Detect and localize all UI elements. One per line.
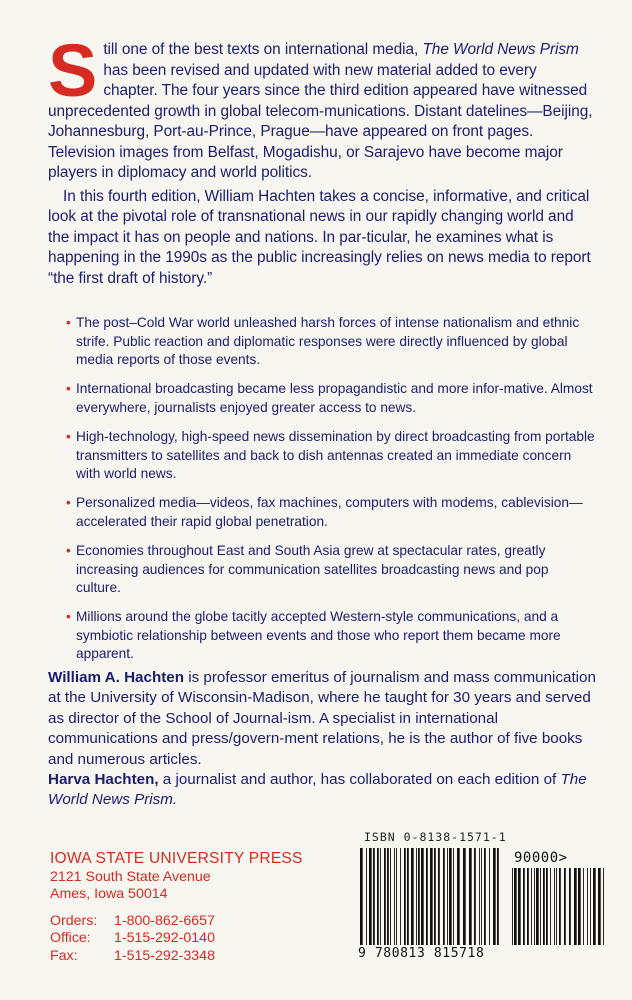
- barcode-bar: [360, 848, 363, 945]
- barcode-bar: [369, 848, 372, 945]
- bullet-item: • Personalized media—videos, fax machines, computers with modems, cablevision— accelerated their rapid global penetration.: [66, 494, 596, 531]
- barcode-bar: [411, 848, 414, 945]
- barcode-bar: [457, 848, 460, 945]
- barcode-bar: [593, 868, 596, 945]
- price-addon-barcode: [510, 868, 606, 945]
- bullet-item: • International broadcasting became less propagandistic and more infor-mative. Almost everywhere, journalists enjoyed greater access to news.: [66, 380, 596, 417]
- barcode-bar: [603, 868, 604, 945]
- intro-paragraph-2: In this fourth edition, William Hachten takes a concise, informative, and critical look at the pivotal role of transnational news in our rapidly changing world and the impact it has on people and nations. In par-ticular, he examines what is happening in the 1990s as the public increasingly relies on news media to report “the first draft of history.”: [48, 187, 591, 287]
- coauthor-name: Harva Hachten,: [48, 771, 159, 789]
- barcode-bar: [407, 848, 409, 945]
- barcode-bar: [590, 868, 591, 945]
- barcode-bar: [430, 848, 433, 945]
- barcode-bar: [540, 868, 541, 945]
- barcode-bar: [559, 868, 561, 945]
- barcode-bar: [366, 848, 367, 945]
- barcode-bar: [489, 848, 490, 945]
- barcode-bar: [384, 848, 386, 945]
- bullet-item: • Economies throughout East and South Asia grew at spectacular rates, greatly increasing audiences for communication satellites broadcasting news and pop culture.: [66, 542, 596, 598]
- barcode-bar: [453, 848, 454, 945]
- book-title: The World News Prism: [422, 41, 579, 58]
- barcode-bar: [469, 848, 472, 945]
- price-addon-text: 90000>: [514, 850, 568, 866]
- barcode-bar: [534, 868, 535, 945]
- barcode-bar: [497, 848, 499, 945]
- book-title-ref: The World News Prism.: [48, 771, 587, 809]
- barcode-bar: [512, 868, 513, 945]
- barcode-bar: [578, 868, 581, 945]
- author-bio: William A. Hachten is professor emeritus of journalism and mass communication at the University of Wisconsin-Madison, where he taught for 30 years and served as director of the School of Journal-ism. A specialist in international communications and press/govern-ment relations, he is the author of five books and numerous articles. Harva Hachten, a journalist and author, has collaborated on each edition of The World News Prism.: [48, 669, 596, 809]
- drop-cap: S: [48, 29, 98, 112]
- publisher-street: 2121 South State Avenue: [50, 868, 211, 885]
- barcode-bar: [418, 848, 420, 945]
- contact-office: Office: 1-515-292-0140: [50, 930, 215, 946]
- barcode-bar: [449, 848, 452, 945]
- barcode-bar: [377, 848, 379, 945]
- barcode-bar: [373, 848, 375, 945]
- barcode-bar: [518, 868, 521, 945]
- bullet-item: • The post–Cold War world unleashed harsh forces of intense nationalism and ethnic strife. Public reaction and diplomatic responses were directly influenced by global media reports of those events.: [66, 314, 596, 370]
- barcode-bar: [387, 848, 389, 945]
- barcode-bar: [426, 848, 428, 945]
- barcode-bar: [546, 868, 548, 945]
- ean-barcode: [358, 848, 503, 945]
- barcode-bar: [531, 868, 532, 945]
- intro-text: [48, 29, 593, 289]
- barcode-bar: [404, 848, 406, 945]
- barcode-bar: [583, 868, 584, 945]
- barcode-bar: [463, 848, 466, 945]
- barcode-bar: [438, 848, 440, 945]
- barcode-bar: [447, 848, 448, 945]
- ean-digits: 9 780813 815718: [358, 946, 485, 961]
- barcode-bar: [443, 848, 445, 945]
- barcode-bar: [434, 848, 436, 945]
- barcode-bar: [400, 848, 401, 945]
- barcode-bar: [514, 868, 517, 945]
- publisher-block: [50, 850, 350, 965]
- barcode-bar: [556, 868, 557, 945]
- author-name: William A. Hachten: [48, 669, 185, 686]
- barcode-bar: [416, 848, 417, 945]
- barcode-bar: [598, 868, 601, 945]
- bullet-item: • Millions around the globe tacitly accepted Western-style communications, and a symbiotic relationship between events and those who report them became more apparent.: [66, 608, 596, 664]
- barcode-bar: [564, 868, 566, 945]
- barcode-bar: [380, 848, 381, 945]
- barcode-bar: [587, 868, 588, 945]
- contact-orders: Orders: 1-800-862-6657: [50, 912, 215, 929]
- publisher-name: IOWA STATE UNIVERSITY PRESS: [50, 850, 303, 867]
- barcode-bar: [543, 868, 545, 945]
- barcode-bar: [481, 848, 482, 945]
- intro-paragraph-1: till one of the best texts on international media, The World News Prism has been revised and updated with new material added to every chapter. The four years since the third edition appeared have witnessed unprecedented growth in global telecom-munications. Distant datelines—Beijing, Johannesburg, Port-au-Prince, Prague—have appeared on front pages. Television images from Belfast, Mogadishu, or Sarajevo have become major players in diplomacy and world politics.: [48, 41, 593, 181]
- bullet-item: • High-technology, high-speed news dissemination by direct broadcasting from portable transmitters to satellites and back to dish antennas created an immediate concern with world news.: [66, 428, 596, 484]
- barcode-bar: [394, 848, 395, 945]
- barcode-bar: [484, 848, 486, 945]
- barcode-bar: [527, 868, 529, 945]
- barcode-bar: [493, 848, 496, 945]
- barcode-bar: [421, 848, 424, 945]
- barcode-bar: [474, 848, 476, 945]
- barcode-bar: [536, 868, 539, 945]
- barcode-bar: [396, 848, 397, 945]
- barcode-bar: [569, 868, 571, 945]
- contact-list: [50, 913, 350, 966]
- bullet-list: [66, 314, 596, 675]
- barcode-bar: [479, 848, 480, 945]
- barcode-bar: [554, 868, 555, 945]
- publisher-city: Ames, Iowa 50014: [50, 886, 168, 902]
- barcode-bar: [390, 848, 391, 945]
- barcode-bar: [574, 868, 577, 945]
- barcode-bar: [550, 868, 551, 945]
- contact-fax: Fax: 1-515-292-3348: [50, 947, 215, 964]
- isbn-label: ISBN 0-8138-1571-1: [364, 830, 507, 844]
- barcode-bar: [523, 868, 525, 945]
